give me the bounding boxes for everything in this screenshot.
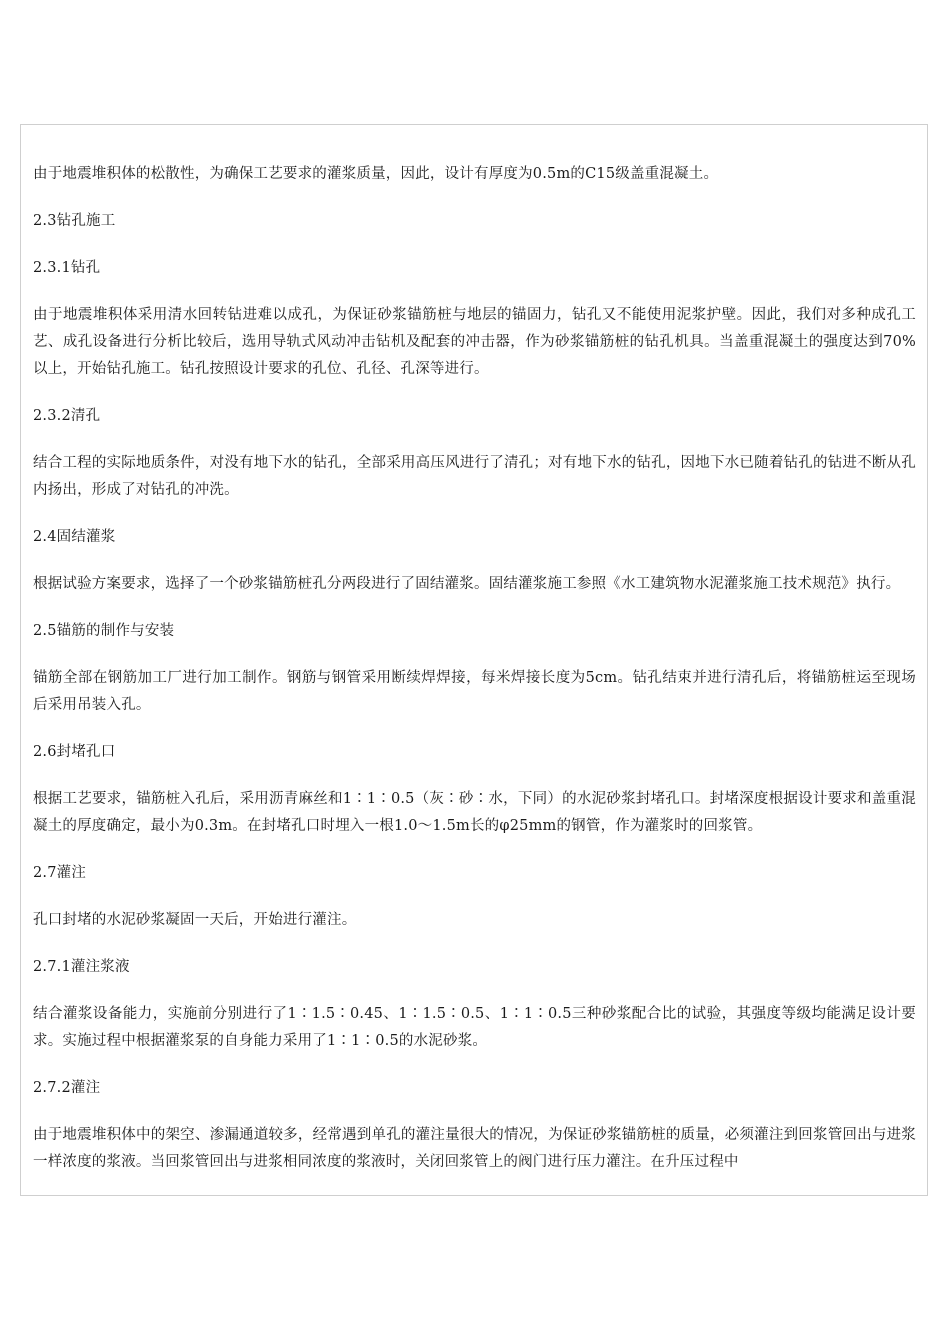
paragraph: 由于地震堆积体中的架空、渗漏通道较多，经常遇到单孔的灌注量很大的情况，为保证砂浆锚筋桩的质量，必须灌注到回浆管回出与进浆一样浓度的浆液。当回浆管回出与进浆相同浓度的浆液时，关闭回浆管上的阀门进行压力灌注。在升压过程中 xyxy=(33,1127,916,1170)
paragraph: 根据工艺要求，锚筋桩入孔后，采用沥青麻丝和1∶1∶0.5（灰∶砂∶水，下同）的水泥砂浆封堵孔口。封堵深度根据设计要求和盖重混凝土的厚度确定，最小为0.3m。在封堵孔口时埋入一根1.0～1.5m长的φ25mm的钢管，作为灌浆时的回浆管。 xyxy=(33,791,916,834)
section-heading: 2.3.1钻孔 xyxy=(33,260,101,276)
paragraph: 根据试验方案要求，选择了一个砂浆锚筋桩孔分两段进行了固结灌浆。固结灌浆施工参照《水工建筑物水泥灌浆施工技术规范》执行。 xyxy=(33,576,901,592)
section-heading: 2.5锚筋的制作与安装 xyxy=(33,623,175,639)
section-heading: 2.4固结灌浆 xyxy=(33,529,116,545)
paragraph: 结合工程的实际地质条件，对没有地下水的钻孔，全部采用高压风进行了清孔；对有地下水的钻孔，因地下水已随着钻孔的钻进不断从孔内扬出，形成了对钻孔的冲洗。 xyxy=(33,455,916,498)
section-heading: 2.7灌注 xyxy=(33,865,87,881)
section-heading: 2.7.1灌注浆液 xyxy=(33,959,130,975)
paragraph: 由于地震堆积体的松散性，为确保工艺要求的灌浆质量，因此，设计有厚度为0.5m的C15级盖重混凝土。 xyxy=(33,166,719,182)
paragraph: 孔口封堵的水泥砂浆凝固一天后，开始进行灌注。 xyxy=(33,912,357,928)
paragraph: 由于地震堆积体采用清水回转钻进难以成孔，为保证砂浆锚筋桩与地层的锚固力，钻孔又不能使用泥浆护壁。因此，我们对多种成孔工艺、成孔设备进行分析比较后，选用导轨式风动冲击钻机及配套的冲击器，作为砂浆锚筋桩的钻孔机具。当盖重混凝土的强度达到70%以上，开始钻孔施工。钻孔按照设计要求的孔位、孔径、孔深等进行。 xyxy=(33,307,916,377)
paragraph: 锚筋全部在钢筋加工厂进行加工制作。钢筋与钢管采用断续焊焊接，每米焊接长度为5cm。钻孔结束并进行清孔后，将锚筋桩运至现场后采用吊装入孔。 xyxy=(33,670,916,713)
document-body xyxy=(21,125,927,1176)
section-heading: 2.3.2清孔 xyxy=(33,408,101,424)
section-heading: 2.6封堵孔口 xyxy=(33,744,116,760)
section-heading: 2.3钻孔施工 xyxy=(33,213,116,229)
paragraph: 结合灌浆设备能力，实施前分别进行了1∶1.5∶0.45、1∶1.5∶0.5、1∶1∶0.5三种砂浆配合比的试验，其强度等级均能满足设计要求。实施过程中根据灌浆泵的自身能力采用了1∶1∶0.5的水泥砂浆。 xyxy=(33,1006,916,1049)
section-heading: 2.7.2灌注 xyxy=(33,1080,101,1096)
document-frame xyxy=(20,124,928,1196)
